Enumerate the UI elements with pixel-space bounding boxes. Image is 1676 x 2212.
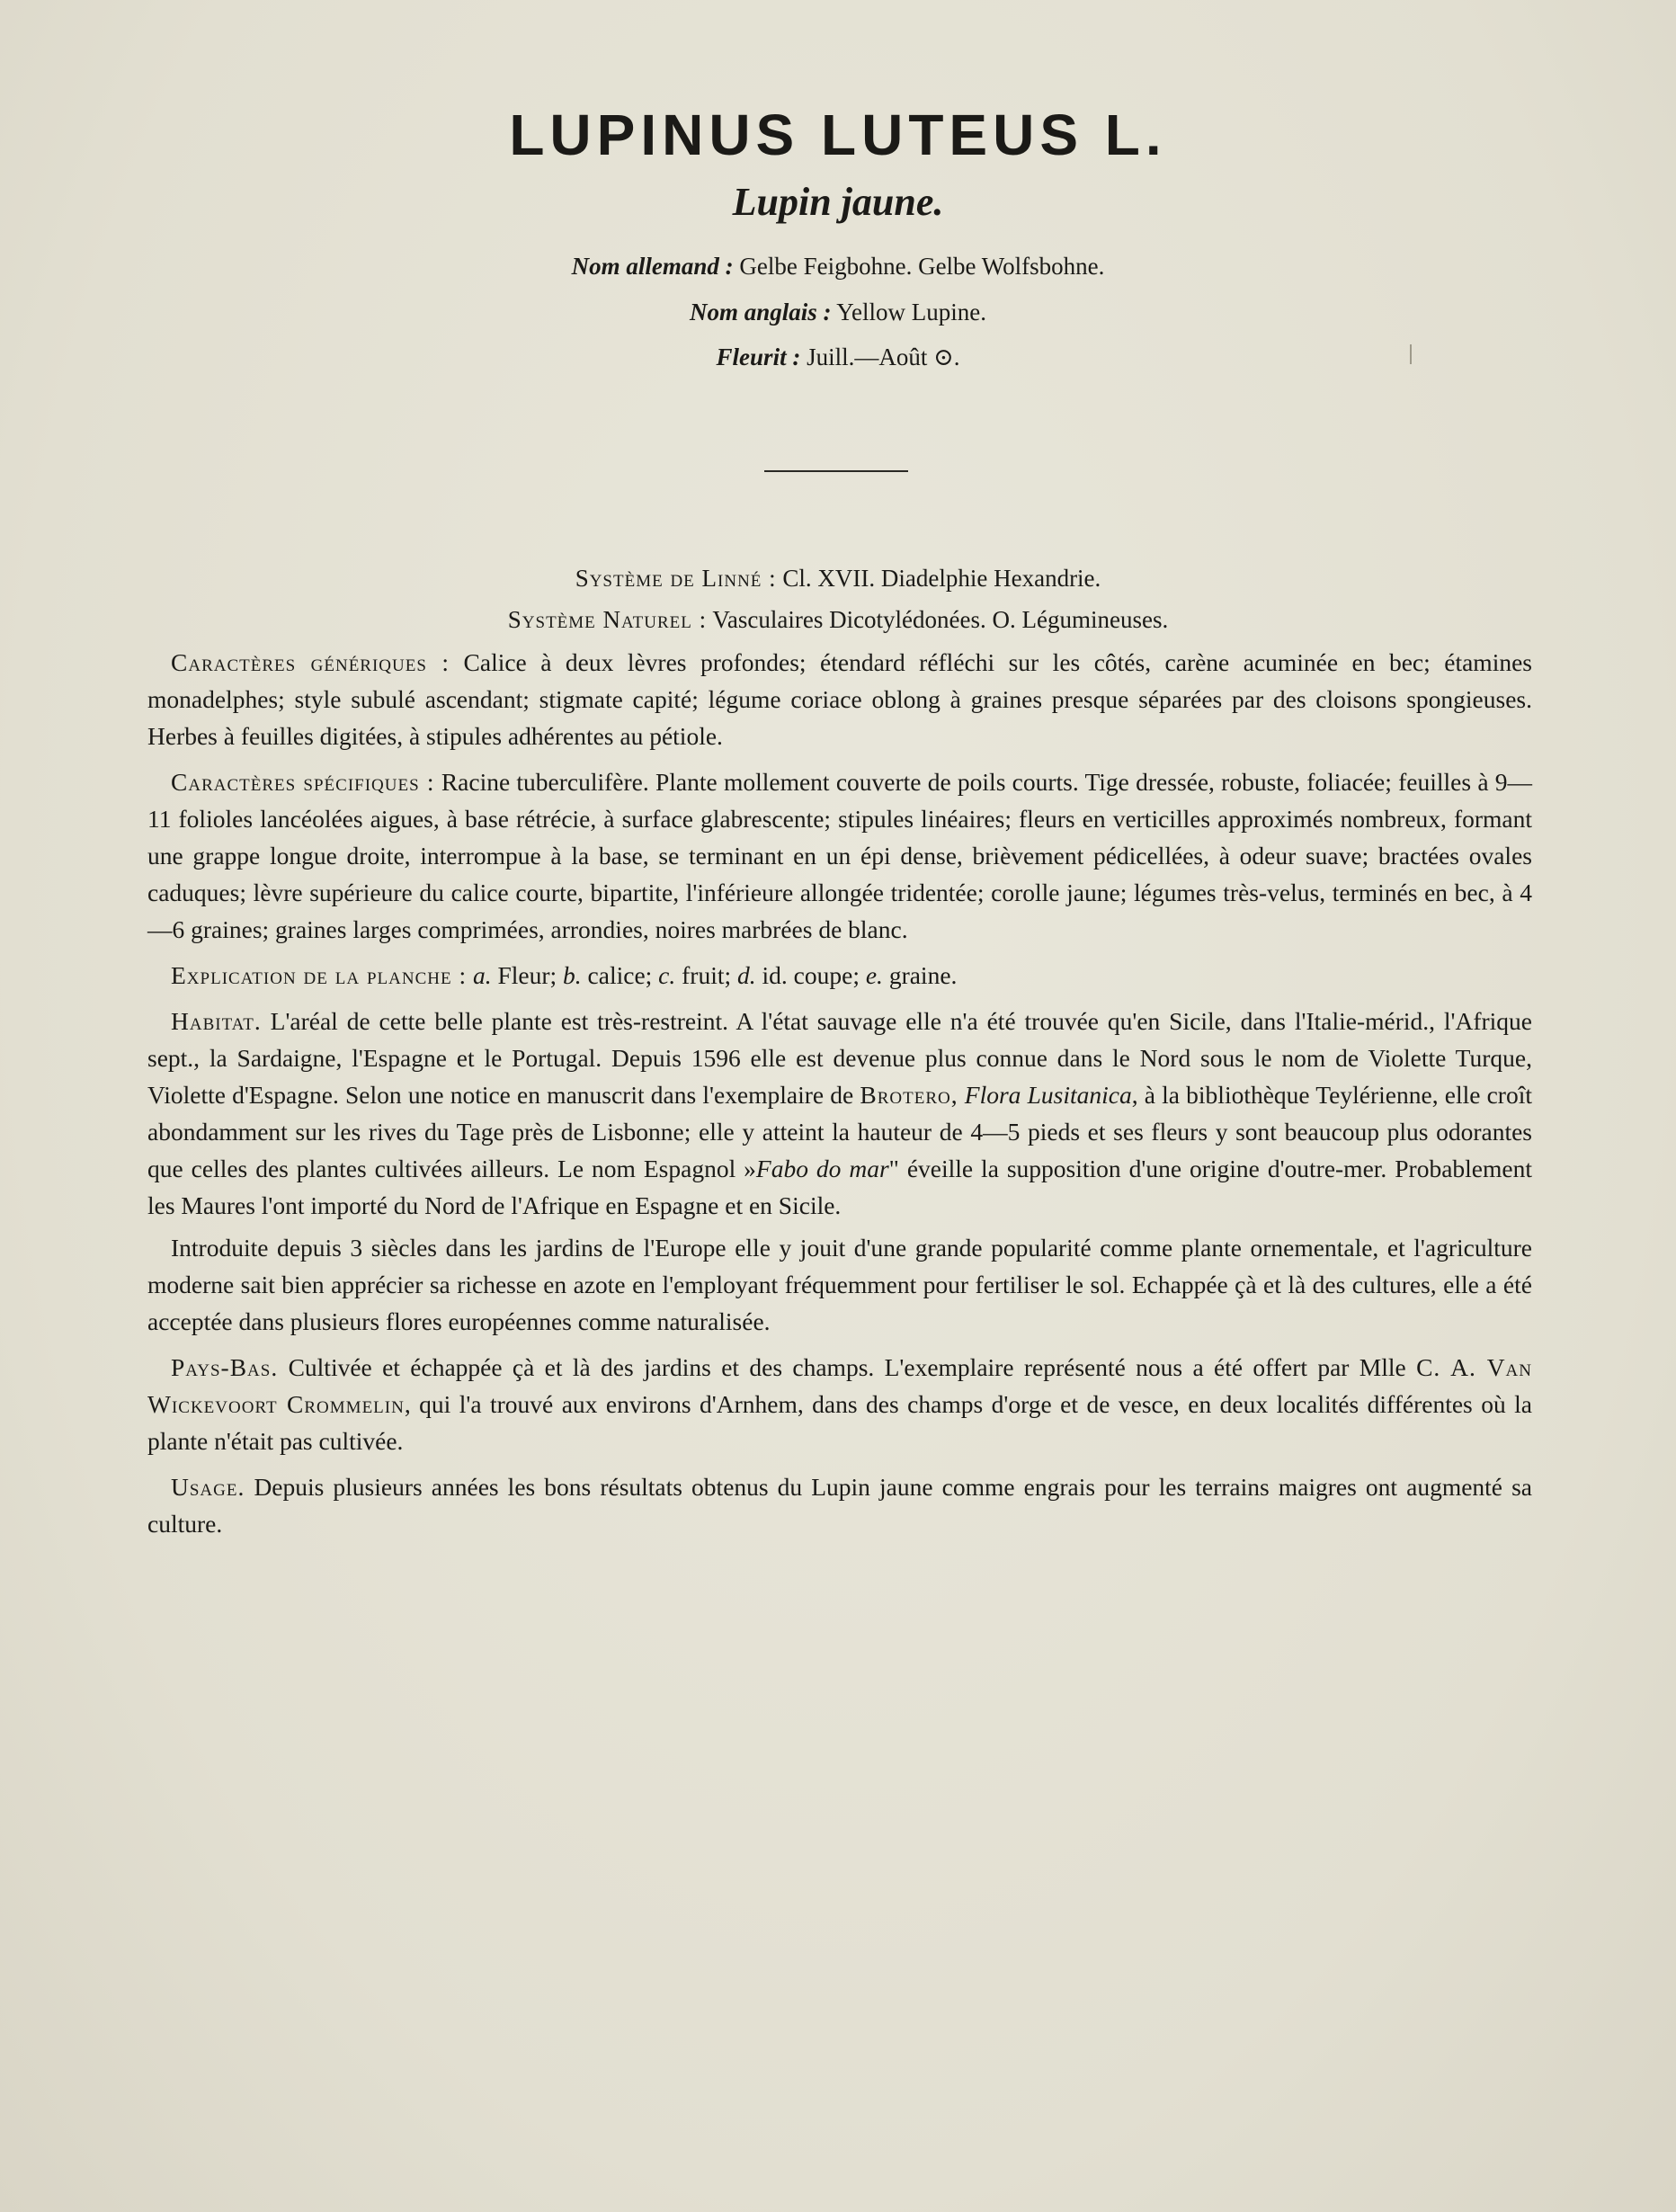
- divider-rule: [764, 470, 908, 472]
- plate-key-d-text: id. coupe;: [762, 961, 860, 989]
- specific-characters-label: Caractères spécifiques :: [171, 768, 435, 796]
- german-name-line: [0, 254, 1676, 279]
- specific-characters-paragraph: [147, 763, 1532, 948]
- introduction-paragraph: [147, 1229, 1532, 1340]
- plate-key-a: a.: [472, 961, 492, 989]
- plate-key-b-text: calice;: [587, 961, 653, 989]
- flowering-label: Fleurit :: [716, 343, 801, 370]
- natural-system-line: [0, 608, 1676, 632]
- margin-mark: [1410, 344, 1412, 364]
- linne-system-label: Système de Linné :: [575, 565, 777, 592]
- habitat-text-3: " éveille la supposition d'une origine d'outre-mer. Probablement les Maures l'ont importé du Nord de l'Afrique en Espagne et en Sicile.: [147, 1155, 1532, 1219]
- author-brotero: Brotero,: [860, 1081, 958, 1109]
- english-name-line: [0, 300, 1676, 325]
- plate-explanation-label: Explication de la planche :: [171, 961, 468, 989]
- flora-lusitanica-title: Flora Lusitanica: [964, 1081, 1132, 1109]
- habitat-text-2: , à la bibliothèque Teylérienne, elle croît abondamment sur les rives du Tage près de Lisbonne; elle y atteint la hauteur de 4—5 pieds et ses fleurs y sont beaucoup plus odorantes que celles des plantes cultivées ailleurs. Le nom Espagnol »: [147, 1081, 1532, 1182]
- german-name-value: Gelbe Feigbohne. Gelbe Wolfsbohne.: [739, 253, 1105, 280]
- linne-system-value: Cl. XVII. Diadelphie Hexandrie.: [782, 565, 1101, 592]
- introduction-text: Introduite depuis 3 siècles dans les jardins de l'Europe elle y jouit d'une grande popularité comme plante ornementale, et l'agriculture moderne sait bien apprécier sa richesse en azote en l'employant fréquemment pour fertiliser le sol. Echappée çà et là des cultures, elle a été acceptée dans plusieurs flores européennes comme naturalisée.: [147, 1234, 1532, 1335]
- plate-key-c: c.: [658, 961, 676, 989]
- plate-key-b: b.: [563, 961, 582, 989]
- plate-key-d: d.: [737, 961, 756, 989]
- flowering-value: Juill.—Août ⊙.: [807, 343, 960, 370]
- plate-key-c-text: fruit;: [682, 961, 732, 989]
- usage-paragraph: [147, 1468, 1532, 1542]
- netherlands-label: Pays-Bas.: [171, 1353, 279, 1381]
- generic-characters-label: Caractères génériques :: [171, 648, 450, 676]
- habitat-paragraph: [147, 1003, 1532, 1224]
- page-title: LUPINUS LUTEUS L.: [509, 103, 1167, 167]
- netherlands-text-2: , qui l'a trouvé aux environs d'Arnhem, dans des champs d'orge et de vesce, en deux localités différentes où la plante n'était pas cultivée.: [147, 1390, 1532, 1455]
- plate-key-e-text: graine.: [888, 961, 958, 989]
- common-name: Lupin jaune.: [732, 180, 944, 224]
- generic-characters-paragraph: [147, 644, 1532, 754]
- specific-characters-text: Racine tuberculifère. Plante mollement couverte de poils courts. Tige dressée, robuste, foliacée; feuilles à 9—11 folioles lancéolées aigues, à base rétrécie, à surface glabrescente; stipules linéaires; fleurs en verticilles approximés nombreux, formant une grappe longue droite, interrompue à la base, se terminant en un épi dense, brièvement pédicellées, à odeur suave; bractées ovales caduques; lèvre supérieure du calice courte, bipartite, l'inférieure allongée tridentée; corolle jaune; légumes très-velus, terminés en bec, à 4—6 graines; graines larges comprimées, arrondies, noires marbrées de blanc.: [147, 768, 1533, 943]
- netherlands-paragraph: [147, 1349, 1532, 1459]
- fabo-do-mar-name: Fabo do mar: [755, 1155, 889, 1182]
- linne-system-line: [0, 566, 1676, 591]
- english-name-label: Nom anglais :: [689, 299, 832, 326]
- english-name-value: Yellow Lupine.: [836, 299, 987, 326]
- flowering-line: [0, 345, 1676, 370]
- plate-key-a-text: Fleur;: [497, 961, 557, 989]
- habitat-label: Habitat.: [171, 1007, 262, 1035]
- habitat-text-1: L'aréal de cette belle plante est très-restreint. A l'état sauvage elle n'a été trouvée qu'en Sicile, dans l'Italie-mérid., l'Afrique sept., la Sardaigne, l'Espagne et le Portugal. Depuis 1596 elle est devenue plus connue dans le Nord sous le nom de Violette Turque, Violette d'Espagne. Selon une notice en manuscrit dans l'exemplaire de: [147, 1007, 1532, 1109]
- usage-label: Usage.: [171, 1473, 245, 1501]
- netherlands-text-1: Cultivée et échappée çà et là des jardins et des champs. L'exemplaire représenté nous a été offert par Mlle: [288, 1353, 1406, 1381]
- plate-key-e: e.: [865, 961, 883, 989]
- plate-explanation-paragraph: [147, 957, 1532, 994]
- donor-name: C. A. Van Wickevoort Crommelin: [147, 1353, 1532, 1418]
- usage-text: Depuis plusieurs années les bons résultats obtenus du Lupin jaune comme engrais pour les terrains maigres ont augmenté sa culture.: [147, 1473, 1532, 1538]
- natural-system-value: Vasculaires Dicotylédonées. O. Légumineuses.: [712, 606, 1169, 633]
- natural-system-label: Système Naturel :: [507, 606, 708, 633]
- description-body: [147, 644, 1532, 1551]
- generic-characters-text: Calice à deux lèvres profondes; étendard réfléchi sur les côtés, carène acuminée en bec; étamines monadelphes; style subulé ascendant; stigmate capité; légume coriace oblong à graines presque séparées par des cloisons spongieuses. Herbes à feuilles digitées, à stipules adhérentes au pétiole.: [147, 648, 1532, 750]
- german-name-label: Nom allemand :: [571, 253, 734, 280]
